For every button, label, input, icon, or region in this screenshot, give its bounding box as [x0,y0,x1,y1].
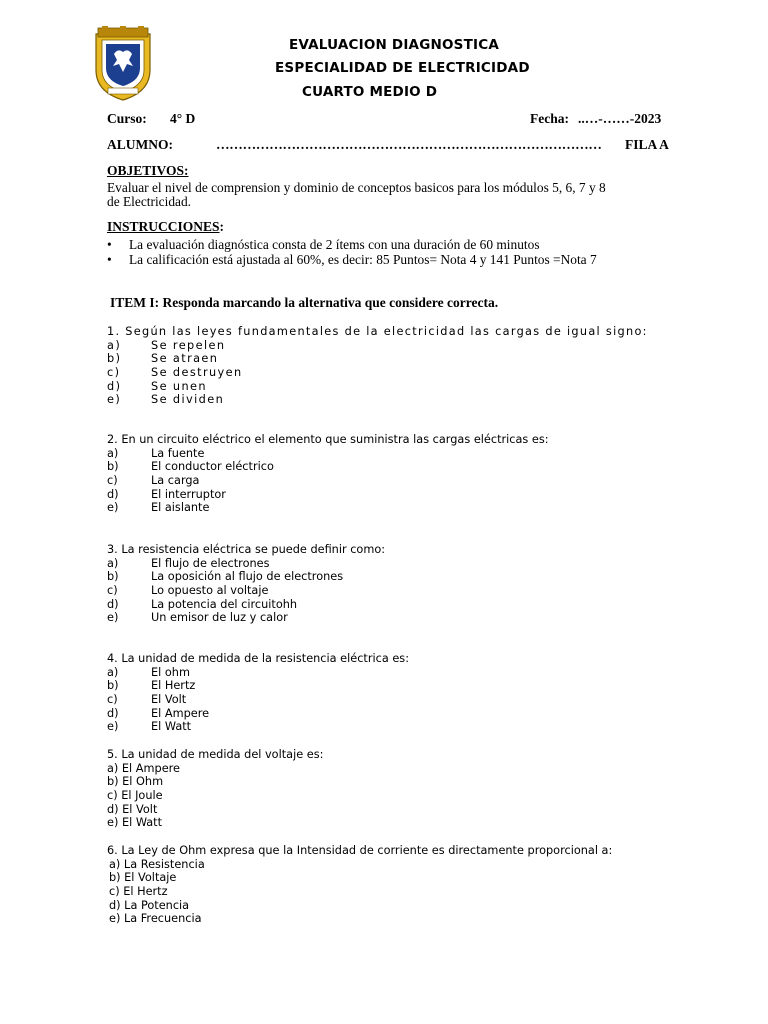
option-text: El aislante [151,501,210,515]
option-text: Lo opuesto al voltaje [151,584,269,598]
option-text: El Hertz [151,679,196,693]
option-text: El Watt [151,720,192,734]
instruction-text: La calificación está ajustada al 60%, es decir: 85 Puntos= Nota 4 y 141 Puntos =Nota 7 [129,252,597,267]
option-letter: b) [107,679,119,693]
option-4e[interactable] [107,720,409,734]
option-letter: c) [107,366,121,380]
option-text: Se destruyen [151,366,243,380]
question-5 [107,748,323,830]
option-text: El conductor eléctrico [151,460,274,474]
option-text: Se unen [151,379,207,393]
option-text: Un emisor de luz y calor [151,611,288,625]
option-5d[interactable]: d) El Volt [107,802,158,816]
option-letter: e) [107,611,119,625]
instrucciones-heading [107,219,224,235]
option-1c[interactable] [107,366,648,380]
alumno-label: ALUMNO: [107,137,173,152]
option-4d[interactable] [107,707,409,721]
objetivos-text-line1: Evaluar el nivel de comprension y dominio de conceptos basicos para los módulos 5, 6, 7 y 8 [107,180,606,195]
question-text: 2. En un circuito eléctrico el elemento que suministra las cargas eléctricas es: [107,433,549,446]
option-text: La oposición al flujo de electrones [151,570,344,584]
option-letter: c) [107,693,118,707]
option-letter: b) [107,460,119,474]
question-4 [107,652,409,734]
curso-value: 4° D [170,111,196,126]
fecha-label: Fecha: [530,111,569,126]
option-letter: d) [107,487,119,501]
option-1e[interactable] [107,393,648,407]
option-4b[interactable] [107,679,409,693]
option-6b[interactable]: b) El Voltaje [109,871,177,885]
exam-title: EVALUACION DIAGNOSTICA [289,37,499,53]
option-3d[interactable] [107,598,385,612]
option-letter: a) [107,338,122,352]
option-text: Se atraen [151,352,219,366]
option-letter: a) [107,665,119,679]
option-text: La fuente [151,446,205,460]
option-letter: e) [107,393,122,407]
question-3 [107,543,385,625]
question-text: 4. La unidad de medida de la resistencia eléctrica es: [107,652,410,665]
option-text: El ohm [151,665,190,679]
question-text: 6. La Ley de Ohm expresa que la Intensidad de corriente es directamente proporcional a: [107,844,613,857]
instrucciones-heading-colon: : [219,219,225,234]
bullet-icon: • [107,237,112,252]
option-5e[interactable]: e) El Watt [107,816,163,830]
question-text: 3. La resistencia eléctrica se puede definir como: [107,543,386,556]
option-2b[interactable] [107,460,549,474]
option-letter: d) [107,379,122,393]
option-3a[interactable] [107,557,385,571]
option-text: La potencia del circuitohh [151,597,298,611]
instruction-bullet-2 [107,252,597,268]
instrucciones-heading-text: INSTRUCCIONES [107,219,220,234]
option-letter: a) [107,556,119,570]
instruction-text: La evaluación diagnóstica consta de 2 ítems con una duración de 60 minutos [129,237,540,252]
option-letter: d) [107,706,119,720]
option-1a[interactable] [107,339,648,353]
option-2d[interactable] [107,488,549,502]
specialty-title: ESPECIALIDAD DE ELECTRICIDAD [275,60,530,76]
question-text: 5. La unidad de medida del voltaje es: [107,748,324,761]
fila-label: FILA A [625,137,669,152]
option-text: La carga [151,474,200,488]
course-level-title: CUARTO MEDIO D [302,84,438,100]
bullet-icon: • [107,252,112,267]
curso-label: Curso: [107,111,147,126]
option-letter: b) [107,352,122,366]
objetivos-heading: OBJETIVOS: [107,163,189,178]
option-6d[interactable]: d) La Potencia [109,898,190,912]
option-text: El interruptor [151,487,226,501]
option-letter: c) [107,474,118,488]
option-letter: e) [107,501,119,515]
option-5a[interactable]: a) El Ampere [107,761,180,775]
option-6c[interactable]: c) El Hertz [109,885,168,899]
option-2c[interactable] [107,474,549,488]
option-5b[interactable]: b) El Ohm [107,775,164,789]
option-6a[interactable]: a) La Resistencia [109,857,205,871]
option-letter: a) [107,446,119,460]
option-letter: c) [107,584,118,598]
instruction-bullet-1 [107,237,540,253]
option-1d[interactable] [107,380,648,394]
option-1b[interactable] [107,352,648,366]
option-letter: b) [107,570,119,584]
option-3e[interactable] [107,611,385,625]
option-letter: d) [107,597,119,611]
option-text: Se repelen [151,338,226,352]
option-3b[interactable] [107,570,385,584]
question-text: 1. Según las leyes fundamentales de la electricidad las cargas de igual signo: [107,325,648,338]
option-6e[interactable]: e) La Frecuencia [109,912,202,926]
option-5c[interactable]: c) El Joule [107,789,163,803]
option-text: El flujo de electrones [151,556,270,570]
option-3c[interactable] [107,584,385,598]
option-4a[interactable] [107,666,409,680]
school-crest-logo [92,26,154,102]
alumno-name-field[interactable]: …………………………………………………………………………… [216,137,602,152]
option-text: Se dividen [151,393,225,407]
option-text: El Ampere [151,706,210,720]
question-6 [107,844,612,926]
option-4c[interactable] [107,693,409,707]
option-2a[interactable] [107,447,549,461]
question-2 [107,433,549,515]
objetivos-text-line2: de Electricidad. [107,194,192,209]
item-1-title: ITEM I: Responda marcando la alternativa que considere correcta. [110,295,499,310]
option-text: El Volt [151,693,187,707]
fecha-value: ..…-……-2023 [578,111,662,126]
option-2e[interactable] [107,501,549,515]
option-letter: e) [107,720,119,734]
question-1 [107,325,648,407]
